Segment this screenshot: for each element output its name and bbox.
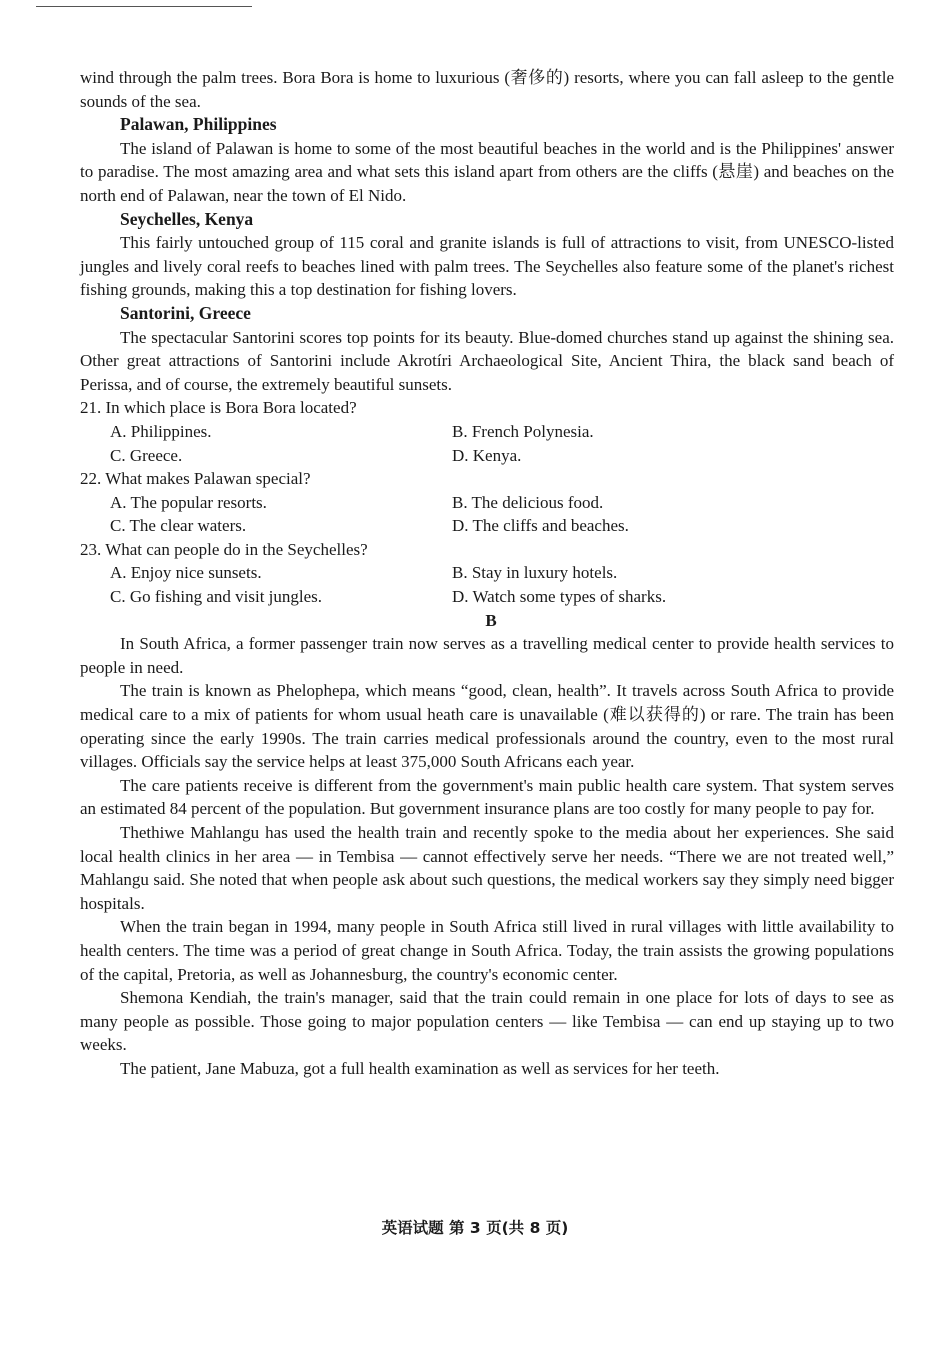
question-21 (80, 396, 894, 467)
bora-bora-continuation: wind through the palm trees. Bora Bora is home to luxurious (奢侈的) resorts, where you can fall asleep to the gentle sounds of the sea. (80, 68, 894, 111)
section-b-paragraph: In South Africa, a former passenger train now serves as a travelling medical center to provide health services to people in need. (80, 634, 894, 677)
option-row (80, 444, 894, 468)
place-heading-palawan: Palawan, Philippines (120, 114, 277, 135)
question-stem: 21. In which place is Bora Bora located? (80, 398, 357, 418)
option-row (80, 585, 894, 609)
section-b-paragraph: Shemona Kendiah, the train's manager, said that the train could remain in one place for lots of days to see as many people as possible. Those going to major population centers — like Tembisa — can end up staying up to two weeks. (80, 988, 894, 1055)
option-d: D. Watch some types of sharks. (452, 587, 667, 607)
option-row (80, 561, 894, 585)
section-b-paragraph: The train is known as Phelophepa, which means “good, clean, health”. It travels across South Africa to provide medical care to a mix of patients for whom usual heath care is unavailable (难以获得的) or rare. The train has been operating since the early 1990s. The train carries medical professionals around the country, even to the most rural villages. Officials say the service helps at least 375,000 South Africans each year. (80, 681, 894, 772)
option-row (80, 491, 894, 515)
section-b-paragraph: When the train began in 1994, many people in South Africa still lived in rural villages with little availability to health centers. The time was a period of great change in South Africa. Today, the train assists the growing populations of the capital, Pretoria, as well as Johannesburg, the country's economic center. (80, 917, 894, 984)
section-b-paragraph: Thethiwe Mahlangu has used the health train and recently spoke to the media about her experiences. She said local health clinics in her area — in Tembisa — cannot effectively serve her needs. “There we are not treated well,” Mahlangu said. She noted that when people ask about such questions, the medical workers say they simply need bigger hospitals. (80, 823, 894, 913)
option-a: A. The popular resorts. (110, 492, 267, 512)
question-23 (80, 538, 894, 609)
option-c: C. The clear waters. (110, 516, 247, 536)
option-d: D. The cliffs and beaches. (452, 516, 629, 536)
section-b-paragraph: The care patients receive is different from the government's main public health care system. That system serves an estimated 84 percent of the population. But government insurance plans are too costly for many people to pay for. (80, 775, 894, 819)
place-heading-seychelles: Seychelles, Kenya (120, 208, 254, 229)
section-b-paragraph: The patient, Jane Mabuza, got a full health examination as well as services for her teeth. (120, 1058, 720, 1078)
place-text-santorini: The spectacular Santorini scores top points for its beauty. Blue-domed churches stand up against the shining sea. Other great attractions of Santorini include Akrotíri Archaeological Site, Ancient Thira, the black sand beach of Perissa, and of course, the extremely beautiful sunsets. (80, 327, 894, 394)
option-c: C. Go fishing and visit jungles. (110, 587, 323, 607)
page-footer: 英语试题 第 3 页(共 8 页) (381, 1219, 569, 1237)
option-row (80, 514, 894, 538)
question-stem: 23. What can people do in the Seychelles? (80, 539, 368, 559)
option-a: A. Philippines. (110, 421, 212, 441)
section-b-label: B (485, 610, 497, 630)
option-b: B. The delicious food. (452, 492, 604, 512)
option-b: B. Stay in luxury hotels. (452, 563, 618, 583)
place-text-seychelles: This fairly untouched group of 115 coral and granite islands is full of attractions to visit, from UNESCO-listed jungles and lively coral reefs to beaches lined with palm trees. The Seychelles also feature some of the planet's richest fishing grounds, making this a top destination for fishing lovers. (80, 233, 894, 300)
option-b: B. French Polynesia. (452, 421, 594, 441)
option-row (80, 420, 894, 444)
option-d: D. Kenya. (452, 445, 522, 465)
top-rule (36, 6, 252, 7)
place-heading-santorini: Santorini, Greece (120, 302, 251, 323)
option-a: A. Enjoy nice sunsets. (110, 563, 262, 583)
place-text-palawan: The island of Palawan is home to some of the most beautiful beaches in the world and is the Philippines' answer to paradise. The most amazing area and what sets this island apart from others are the cliffs (悬崖) and beaches on the north end of Palawan, near the town of El Nido. (80, 138, 894, 205)
question-22 (80, 467, 894, 538)
option-c: C. Greece. (110, 445, 183, 465)
question-stem: 22. What makes Palawan special? (80, 469, 311, 489)
